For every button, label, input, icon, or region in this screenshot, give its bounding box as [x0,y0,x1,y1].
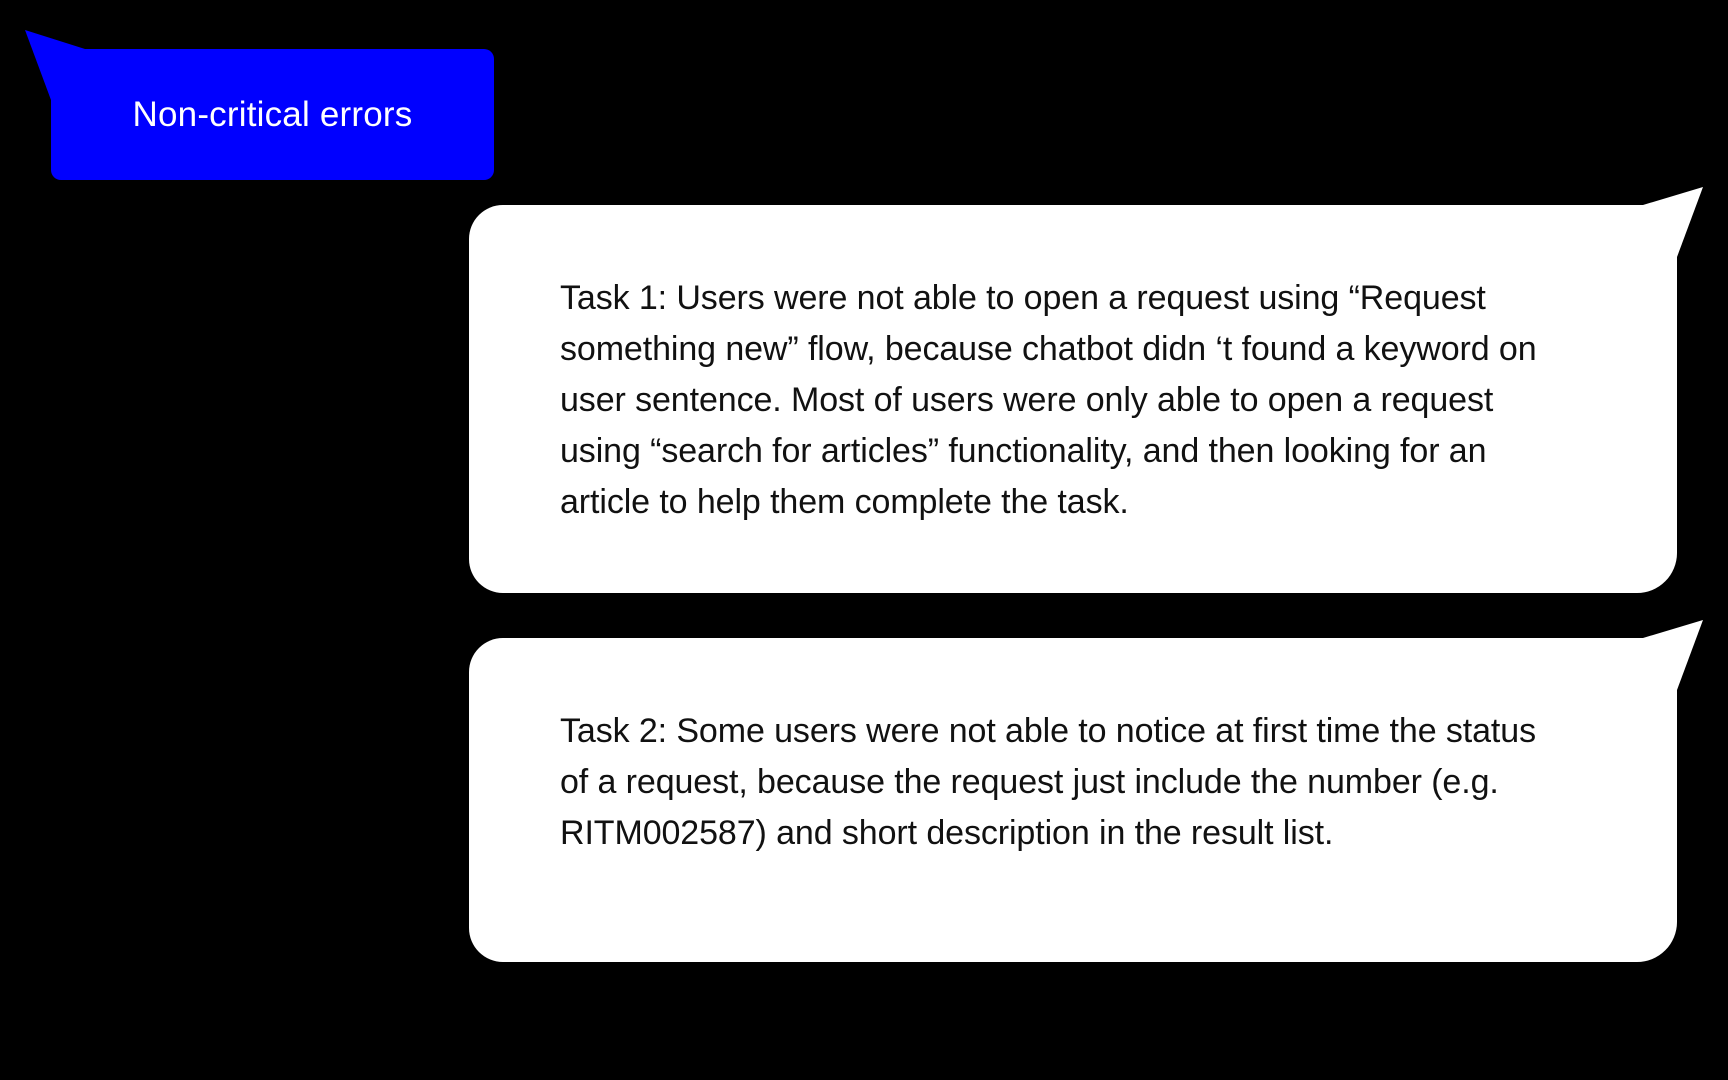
speech-tail-icon [1643,620,1703,690]
speech-tail-icon [1643,187,1703,257]
title-bubble [51,49,494,180]
message-text-task-1: Task 1: Users were not able to open a request using “Request something new” flow, because chatbot didn ‘t found a keyword on user sentence. Most of users were only able to open a request using “search for articles” functionality, and then looking for an article to help them complete the task. [560,279,1537,521]
speech-tail-icon [25,30,85,100]
message-bubble-task-2 [469,638,1677,962]
message-text-task-2: Task 2: Some users were not able to notice at first time the status of a request, because the request just include the number (e.g. RITM002587) and short description in the result list. [560,712,1536,852]
slide-title: Non-critical errors [132,94,413,134]
message-bubble-task-1 [469,205,1677,593]
